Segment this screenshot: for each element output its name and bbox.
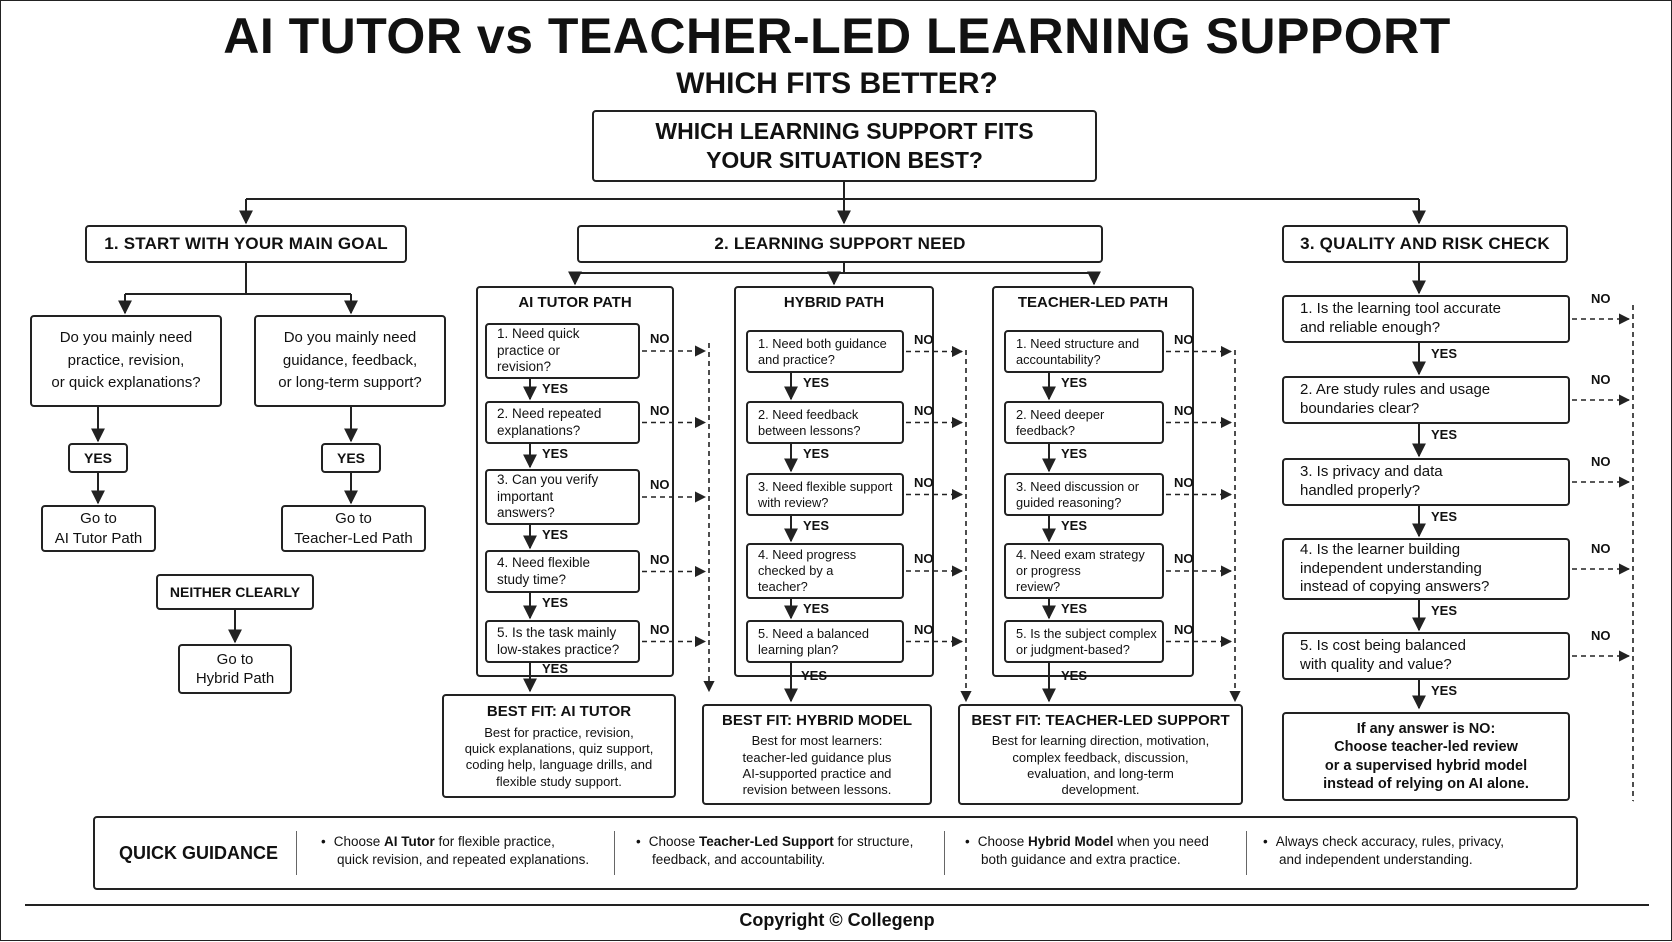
quality-yes-label-2: YES xyxy=(1431,427,1458,442)
quality-step-1: 1. Is the learning tool accurate and reliable enough? xyxy=(1282,295,1570,343)
go-teacher-led-path: Go to Teacher-Led Path xyxy=(281,505,426,552)
ai-yes-label-4: YES xyxy=(542,595,569,610)
guidance-item-2: • Choose Teacher-Led Support for structure, feedback, and accountability. xyxy=(636,834,914,868)
teacher-no-label-3: NO xyxy=(1174,474,1194,490)
best-fit-ai-tutor: BEST FIT: AI TUTOR Best for practice, revision, quick explanations, quiz support, coding help, language drills, and flexible study support. xyxy=(442,694,676,798)
quality-no-label-1: NO xyxy=(1591,291,1611,306)
teacher-path-step-5: 5. Is the subject complex or judgment-based? xyxy=(1004,620,1164,663)
hybrid-yes-label-4: YES xyxy=(803,601,830,616)
teacher-path-step-1: 1. Need structure and accountability? xyxy=(1004,330,1164,373)
quality-step-4: 4. Is the learner building independent understanding instead of copying answers? xyxy=(1282,538,1570,600)
ai-no-label-3: NO xyxy=(650,477,670,492)
root-question xyxy=(592,110,1097,182)
guidance-divider xyxy=(614,831,615,875)
teacher-led-path-title: TEACHER-LED PATH xyxy=(1017,294,1169,311)
bullet-icon: • xyxy=(636,834,641,849)
teacher-yes-label-4: YES xyxy=(1061,601,1088,616)
quality-yes-label-3: YES xyxy=(1431,509,1458,524)
guidance-item-1: • Choose AI Tutor for flexible practice, quick revision, and repeated explanations. xyxy=(321,834,590,868)
hybrid-no-label-4: NO xyxy=(914,551,934,566)
ai-no-label-5: NO xyxy=(650,621,670,637)
hybrid-yes-label-final: YES xyxy=(801,668,828,683)
ai-no-label-2: NO xyxy=(650,402,670,418)
quality-step-3: 3. Is privacy and data handled properly? xyxy=(1282,458,1570,506)
quality-final-advice: If any answer is NO: Choose teacher-led review or a supervised hybrid model instead of relying on AI alone. xyxy=(1282,712,1570,801)
ai-yes-label-2: YES xyxy=(542,446,569,461)
quality-step-2: 2. Are study rules and usage boundaries clear? xyxy=(1282,376,1570,424)
hybrid-yes-label-2: YES xyxy=(803,446,830,461)
teacher-yes-label-3: YES xyxy=(1061,518,1088,533)
section-goal: 1. START WITH YOUR MAIN GOAL xyxy=(85,225,407,263)
section-quality: 3. QUALITY AND RISK CHECK xyxy=(1282,225,1568,263)
hybrid-path-step-3: 3. Need flexible support with review? xyxy=(746,473,904,516)
best-fit-hybrid: BEST FIT: HYBRID MODEL Best for most learners: teacher-led guidance plus AI-supported practice and revision between lessons. xyxy=(702,704,932,805)
guidance-divider xyxy=(1246,831,1247,875)
goal-question-guidance: Do you mainly need guidance, feedback, or long-term support? xyxy=(254,315,446,407)
section-need: 2. LEARNING SUPPORT NEED xyxy=(577,225,1103,263)
goal-yes-left: YES xyxy=(68,443,128,473)
copyright: Copyright © Collegenp xyxy=(739,910,935,930)
ai-path-step-5: 5. Is the task mainly low-stakes practice? xyxy=(485,620,640,663)
ai-yes-label-1: YES xyxy=(542,381,569,396)
quick-guidance-label: QUICK GUIDANCE xyxy=(119,843,279,863)
hybrid-path-step-4: 4. Need progress checked by a teacher? xyxy=(746,543,904,599)
footer-rule xyxy=(25,904,1649,906)
quality-step-5: 5. Is cost being balanced with quality and value? xyxy=(1282,632,1570,680)
teacher-path-step-4: 4. Need exam strategy or progress review? xyxy=(1004,543,1164,599)
best-fit-ai-tutor-body: Best for practice, revision, quick explanations, quiz support, coding help, language drills, and flexible study support. xyxy=(464,724,654,789)
ai-path-step-1: 1. Need quick practice or revision? xyxy=(485,323,640,379)
guidance-item-4: • Always check accuracy, rules, privacy, and independent understanding. xyxy=(1263,834,1505,868)
go-hybrid-path: Go to Hybrid Path xyxy=(178,644,292,694)
best-fit-teacher-led: BEST FIT: TEACHER-LED SUPPORT Best for learning direction, motivation, complex feedback, discussion, evaluation, and long-term development. xyxy=(958,704,1243,805)
quality-no-label-5: NO xyxy=(1591,628,1611,643)
teacher-yes-label-2: YES xyxy=(1061,446,1088,461)
goal-question-practice: Do you mainly need practice, revision, or quick explanations? xyxy=(30,315,222,407)
ai-path-step-3: 3. Can you verify important answers? xyxy=(485,469,640,525)
ai-yes-label-final: YES xyxy=(542,661,569,676)
quality-no-label-2: NO xyxy=(1591,372,1611,387)
teacher-no-label-1: NO xyxy=(1174,331,1194,347)
hybrid-path-title: HYBRID PATH xyxy=(783,294,885,311)
root-question-line1: WHICH LEARNING SUPPORT FITS xyxy=(655,118,1034,145)
ai-path-step-2: 2. Need repeated explanations? xyxy=(485,401,640,444)
subtitle: WHICH FITS BETTER? xyxy=(676,67,998,100)
goal-yes-right: YES xyxy=(321,443,381,473)
teacher-no-label-5: NO xyxy=(1174,621,1194,637)
quality-yes-label-1: YES xyxy=(1431,346,1458,361)
guidance-divider xyxy=(296,831,297,875)
ai-yes-label-3: YES xyxy=(542,527,569,542)
bullet-icon: • xyxy=(965,834,970,849)
teacher-no-label-4: NO xyxy=(1174,551,1194,566)
guidance-item-3: • Choose Hybrid Model when you need both guidance and extra practice. xyxy=(965,834,1209,868)
hybrid-no-label-5: NO xyxy=(914,621,934,637)
hybrid-path-step-1: 1. Need both guidance and practice? xyxy=(746,330,904,373)
hybrid-yes-label-3: YES xyxy=(803,518,830,533)
teacher-path-step-3: 3. Need discussion or guided reasoning? xyxy=(1004,473,1164,516)
neither-clearly: NEITHER CLEARLY xyxy=(156,574,314,610)
hybrid-path-step-2: 2. Need feedback between lessons? xyxy=(746,401,904,444)
guidance-divider xyxy=(944,831,945,875)
teacher-path-step-2: 2. Need deeper feedback? xyxy=(1004,401,1164,444)
hybrid-no-label-1: NO xyxy=(914,331,934,347)
teacher-yes-label-1: YES xyxy=(1061,375,1088,390)
bullet-icon: • xyxy=(1263,834,1268,849)
ai-no-label-1: NO xyxy=(650,331,670,346)
hybrid-no-label-2: NO xyxy=(914,402,934,418)
teacher-no-label-2: NO xyxy=(1174,402,1194,418)
bullet-icon: • xyxy=(321,834,326,849)
hybrid-no-label-3: NO xyxy=(914,474,934,490)
quality-no-label-3: NO xyxy=(1591,454,1611,469)
ai-tutor-path-title: AI TUTOR PATH xyxy=(518,294,632,311)
quality-yes-label-4: YES xyxy=(1431,603,1458,618)
hybrid-path-step-5: 5. Need a balanced learning plan? xyxy=(746,620,904,663)
quality-yes-label-5: YES xyxy=(1431,683,1458,698)
go-ai-tutor-path: Go to AI Tutor Path xyxy=(41,505,156,552)
root-question-line2: YOUR SITUATION BEST? xyxy=(706,147,983,173)
ai-path-step-4: 4. Need flexible study time? xyxy=(485,550,640,593)
hybrid-yes-label-1: YES xyxy=(803,375,830,390)
teacher-yes-label-final: YES xyxy=(1061,668,1088,683)
quality-no-label-4: NO xyxy=(1591,541,1611,556)
main-title: AI TUTOR vs TEACHER-LED LEARNING SUPPORT xyxy=(223,8,1451,64)
ai-no-label-4: NO xyxy=(650,551,670,567)
